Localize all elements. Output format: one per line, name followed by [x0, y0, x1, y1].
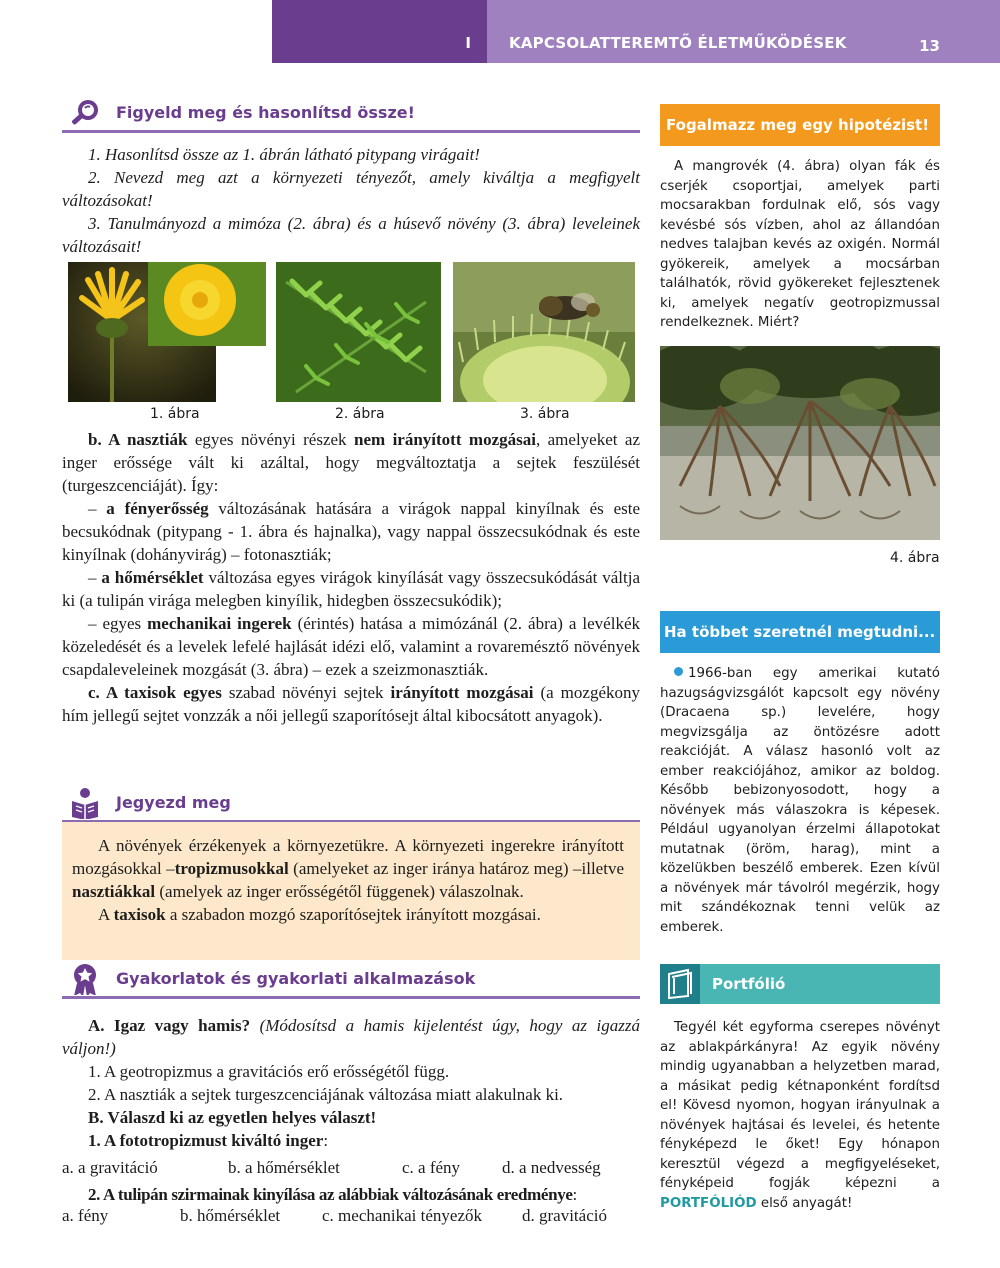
- portfolio-header: [660, 964, 940, 1004]
- portfolio-title: Portfólió: [712, 975, 786, 993]
- observe-title: Figyeld meg és hasonlítsd össze!: [116, 103, 415, 122]
- light-bold: a fényerősség: [106, 499, 209, 518]
- nastia-text-2: , amelyeket az inger erőssége vált ki azáltal, hogy megváltoztatja a sejtek feszülését (turgeszcenciáját). Így:: [62, 430, 641, 495]
- observe-item-2: 2. Nevezd meg azt a környezeti tényezőt, amely kiváltja a megfigyelt változásokat!: [62, 168, 640, 210]
- question-1-options: [62, 1158, 640, 1181]
- observe-rule: [62, 130, 640, 133]
- q1-option-b[interactable]: b. a hőmérséklet: [228, 1158, 340, 1177]
- magnifier-icon: [68, 97, 102, 129]
- light-text: változásának hatására a virágok nappal kinyílnak és este becsukódnak (pitypang - 1. ábra és hajnalka), vagy nappal összecsukódnak és este kinyílnak (dohányvirág) – fotonasztiák;: [62, 499, 641, 564]
- nastia-paragraph: [62, 428, 640, 497]
- exercises-section-header: [62, 963, 640, 999]
- figure-4-caption: 4. ábra: [890, 550, 940, 566]
- more-text-content: 1966-ban egy amerikai kutató hazugságvizsgálót kapcsolt egy növény (Dracaena sp.) levelére, hogy megvizsgálja az öntözésre adott reakcióját. A válasz hasonló volt az ember reakciójához, amikor az boldog. Később bebizonyosodott, hogy a növények más válaszokra is képesek. Például ugyanolyan érzelmi állapotokat mutatnak (öröm, harag), mint a közelükben beszélő emberek. Ezen kívül a növények már távolról megérzik, hogy mit szándékoznak tenni velük az emberek.: [660, 666, 940, 935]
- note-taxis: taxisok: [113, 905, 166, 924]
- dash-2: –: [88, 568, 102, 587]
- temp-bold: a hőmérséklet: [101, 568, 204, 587]
- exercise-a-instruction: [62, 1014, 640, 1060]
- exercise-b-heading: [62, 1106, 640, 1129]
- q1-option-d[interactable]: d. a nedvesség: [502, 1158, 601, 1177]
- reader-icon: [68, 787, 102, 819]
- temp-text: változása egyes virágok kinyílását vagy összecsukódását váltja ki (a tulipán virága melegben kinyílik, hidegben összecsukódik);: [62, 568, 641, 610]
- taxis-text-1: szabad növényi sejtek: [221, 683, 391, 702]
- nastia-list-item-1: [62, 497, 640, 566]
- question-2-text: 2. A tulipán szirmainak kinyílása az alábbiak változásának eredménye: [88, 1185, 573, 1204]
- q2-option-d[interactable]: d. gravitáció: [522, 1206, 607, 1225]
- mech-bold: mechanikai ingerek: [147, 614, 292, 633]
- exercise-a-note: (Módosítsd a hamis kijelentést úgy, hogy az igazzá váljon!): [62, 1016, 640, 1058]
- note-text-5: a szabadon mozgó szaporítósejtek irányított mozgásai.: [165, 905, 541, 924]
- question-1-text: 1. A fototropizmust kiváltó inger: [88, 1131, 324, 1150]
- note-box: [62, 822, 640, 960]
- header-chapter-block: [272, 0, 487, 63]
- q2-option-c[interactable]: c. mechanikai tényezők: [322, 1206, 483, 1225]
- note-nastia: nasztiákkal: [72, 882, 156, 901]
- figure-3-caption: 3. ábra: [520, 406, 570, 422]
- mech-text: (érintés) hatása a mimózánál (2. ábra) a levélkék közeledését és a levelek lefelé hajlását idézi elő, valamint a rovaremésztő növények csapdaleveleinek mozgását (3. ábra) – ezek a szeizmonasztiák.: [62, 614, 640, 679]
- figure-1-dandelion-open: [148, 262, 266, 346]
- exercise-a-item-1: 1. A geotropizmus a gravitációs erő erősségétől függ.: [88, 1062, 450, 1081]
- nastia-list-item-2: [62, 566, 640, 612]
- mech-lead: – egyes: [88, 614, 148, 633]
- taxis-heading: c. A taxisok egyes: [88, 683, 222, 702]
- portfolio-highlight: PORTFÓLIÓD: [660, 1195, 757, 1211]
- portfolio-text: [660, 1018, 940, 1213]
- q1-option-a[interactable]: a. a gravitáció: [62, 1158, 158, 1177]
- portfolio-text-c: első anyagát!: [756, 1195, 853, 1211]
- hypothesis-text-block: [660, 157, 940, 333]
- question-2-colon: :: [572, 1185, 578, 1204]
- more-header: [660, 611, 940, 653]
- question-2: [62, 1183, 640, 1206]
- observe-section-header: [62, 97, 640, 133]
- bullet-icon: [674, 667, 683, 676]
- more-text: [660, 664, 940, 937]
- figure-1-caption: 1. ábra: [150, 406, 200, 422]
- taxis-text-2: (a mozgékony hím jellegű sejtet vonzzák a női jellegű szaporítósejt által kibocsátott anyagok).: [62, 683, 640, 725]
- note-paragraph-2: [72, 903, 624, 926]
- figure-3-flytrap: [453, 262, 635, 402]
- exercise-a-item-2: 2. A nasztiák a sejtek turgeszcenciájának változása miatt alakulnak ki.: [88, 1085, 564, 1104]
- note-paragraph-1: [72, 834, 624, 903]
- question-1-colon: :: [323, 1131, 329, 1150]
- page-number: 13: [919, 37, 940, 55]
- exercises-title: Gyakorlatok és gyakorlati alkalmazások: [116, 969, 476, 988]
- folder-icon: [660, 964, 700, 1004]
- hypothesis-title: Fogalmazz meg egy hipotézist!: [666, 116, 930, 134]
- exercise-a-heading: A. Igaz vagy hamis?: [88, 1016, 251, 1035]
- q2-option-b[interactable]: b. hőmérséklet: [180, 1206, 281, 1225]
- exercise-b-title: B. Válaszd ki az egyetlen helyes választ!: [88, 1108, 377, 1127]
- nastia-heading: b. A nasztiák: [88, 430, 188, 449]
- note-title: Jegyezd meg: [116, 793, 231, 812]
- note-tropism: tropizmusokkal: [174, 859, 289, 878]
- question-2-line: [62, 1183, 640, 1206]
- note-text-1: A növények érzékenyek a környezetükre. A környezeti ingerekre irányított mozgásokkal –: [72, 836, 624, 878]
- taxis-bold: irányított mozgásai: [390, 683, 534, 702]
- figure-2-caption: 2. ábra: [335, 406, 385, 422]
- taxis-paragraph: [62, 681, 640, 727]
- figure-2-mimosa: [276, 262, 441, 402]
- dash-1: –: [88, 499, 107, 518]
- question-2-options: [62, 1206, 640, 1229]
- observe-item-3: 3. Tanulmányozd a mimóza (2. ábra) és a húsevő növény (3. ábra) leveleinek változásait!: [62, 214, 640, 256]
- observe-list: [62, 143, 640, 258]
- portfolio-text-a: Tegyél két egyforma cserepes növényt az ablakpárkányra! Az egyik növény mindig ugyanabban a helyzetben marad, a másikat pedig kétnaponként fordítsd el! Kövesd nyomon, hogyan irányulnak a növények hajtásai és levelei, és hetente fényképezd le őket! Egy hónapon keresztül végezd a megfigyeléseket, fényképeid fogják képezni a: [660, 1020, 940, 1191]
- note-text-3: (amelyek az inger erősségétől függenek) válaszolnak.: [155, 882, 524, 901]
- chapter-title: KAPCSOLATTEREMTŐ ÉLETMŰKÖDÉSEK: [509, 34, 847, 52]
- award-ribbon-icon: [68, 963, 102, 995]
- more-text-block: [660, 664, 940, 937]
- observe-item-1: 1. Hasonlítsd össze az 1. ábrán látható pitypang virágait!: [88, 145, 480, 164]
- q1-option-c[interactable]: c. a fény: [402, 1158, 461, 1177]
- body-text: [62, 428, 640, 727]
- portfolio-text-block: [660, 1018, 940, 1213]
- chapter-number: I: [465, 34, 471, 52]
- hypothesis-header: [660, 104, 940, 146]
- exercises-body: [62, 1014, 640, 1152]
- figure-4-mangrove: [660, 346, 940, 540]
- hypothesis-text: A mangrovék (4. ábra) olyan fák és cserjék csoportjai, amelyek parti mocsarakban fordulnak elő, sós vagy kevésbé sós vízben, ahol az állandóan nedves talajban kevés az oxigén. Normál gyökereik, amelyek a mocsárban találhatók, rövid gyökereket fejlesztenek ki, amelyek negatív geotropizmussal rendelkeznek. Miért?: [660, 159, 940, 330]
- nastia-text-1: egyes növényi részek: [187, 430, 354, 449]
- nastia-bold: nem irányított mozgásai: [353, 430, 536, 449]
- note-text-2: (amelyeket az inger iránya határoz meg) –illetve: [288, 859, 624, 878]
- exercises-rule: [62, 996, 640, 999]
- q2-option-a[interactable]: a. fény: [62, 1206, 109, 1225]
- more-title: Ha többet szeretnél megtudni...: [664, 623, 936, 641]
- note-section-header: [62, 787, 640, 823]
- portfolio-icon-box: [660, 964, 700, 1004]
- nastia-list-item-3: [62, 612, 640, 681]
- question-1: [62, 1129, 640, 1152]
- note-text-4: A: [98, 905, 114, 924]
- header-title-block: [487, 0, 1000, 63]
